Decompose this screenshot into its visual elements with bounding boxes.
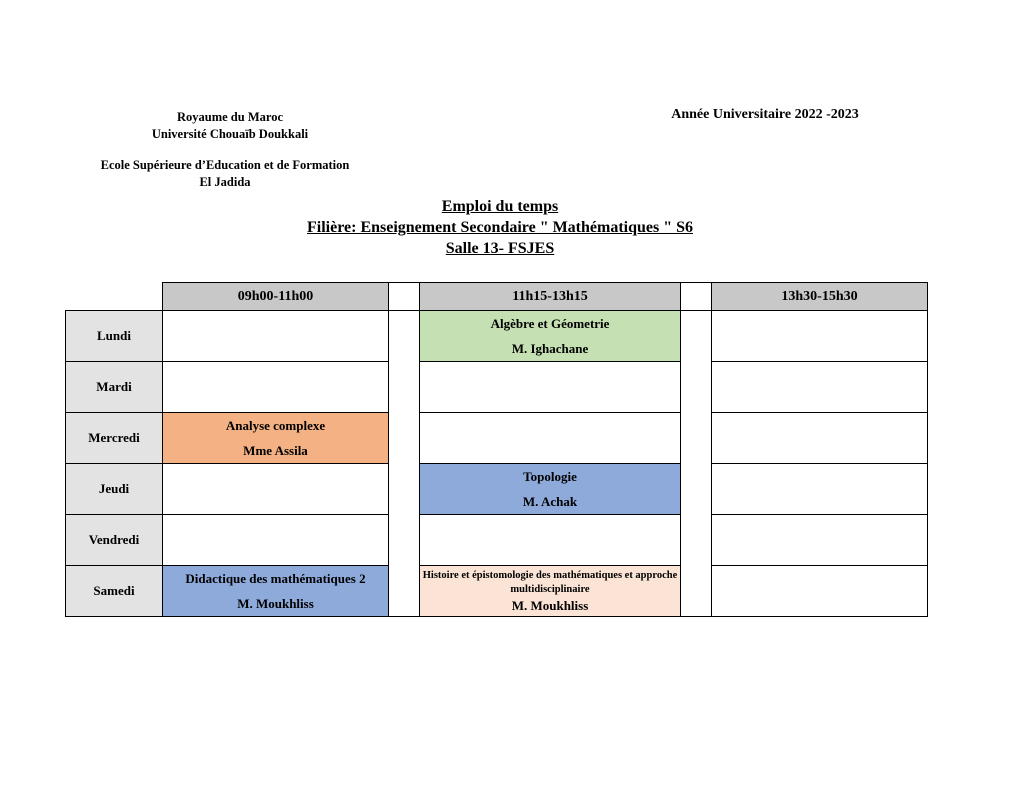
corner-cell [66,283,163,311]
empty-cell [712,464,928,515]
room-title: Salle 13- FSJES [445,240,555,257]
empty-cell [163,362,389,413]
university-label: Université Chouaïb Doukkali [151,127,309,141]
course-name: Topologie [523,468,577,484]
break-column [681,283,712,311]
slot-header-row [66,283,928,311]
school-label: Ecole Supérieure d’Education et de Formation [100,158,350,172]
break-cell [681,311,712,617]
break-cell [389,311,420,617]
empty-cell [712,413,928,464]
course-name: Histoire et épistomologie des mathématiques et approche multidisciplinaire [422,569,678,595]
program-title: Filière: Enseignement Secondaire " Mathématiques " S6 [306,219,694,236]
slot-header: 13h30-15h30 [712,283,928,311]
timetable-title: Emploi du temps [441,198,559,215]
day-label: Vendredi [66,515,163,566]
day-label: Lundi [66,311,163,362]
empty-cell [163,464,389,515]
day-label: Jeudi [66,464,163,515]
day-label: Mardi [66,362,163,413]
empty-cell [420,413,681,464]
timetable [65,282,928,617]
course-cell [163,566,389,617]
course-cell [163,413,389,464]
empty-cell [712,566,928,617]
course-cell [420,464,681,515]
teacher-name: M. Moukhliss [237,595,314,611]
day-row [66,515,928,566]
break-column [389,283,420,311]
day-row [66,464,928,515]
teacher-name: Mme Assila [243,442,308,458]
empty-cell [163,515,389,566]
header-left-top [125,109,335,143]
empty-cell [163,311,389,362]
day-row [66,413,928,464]
empty-cell [712,515,928,566]
teacher-name: M. Ighachane [511,340,589,356]
course-name: Algèbre et Géometrie [490,315,610,331]
day-row [66,362,928,413]
header-left-bottom [80,157,370,191]
empty-cell [420,362,681,413]
course-cell [420,566,681,617]
city-label: El Jadida [199,175,251,189]
day-label: Samedi [66,566,163,617]
slot-header: 11h15-13h15 [420,283,681,311]
teacher-name: M. Moukhliss [511,597,589,613]
course-name: Analyse complexe [225,417,326,433]
academic-year: Année Universitaire 2022 -2023 [671,107,859,122]
day-row [66,311,928,362]
empty-cell [712,311,928,362]
day-row [66,566,928,617]
teacher-name: M. Achak [522,493,578,509]
document-titles [200,196,800,259]
kingdom-label: Royaume du Maroc [176,110,283,124]
course-name: Didactique des mathématiques 2 [185,570,366,586]
course-cell [420,311,681,362]
slot-header: 09h00-11h00 [163,283,389,311]
empty-cell [420,515,681,566]
empty-cell [712,362,928,413]
day-label: Mercredi [66,413,163,464]
